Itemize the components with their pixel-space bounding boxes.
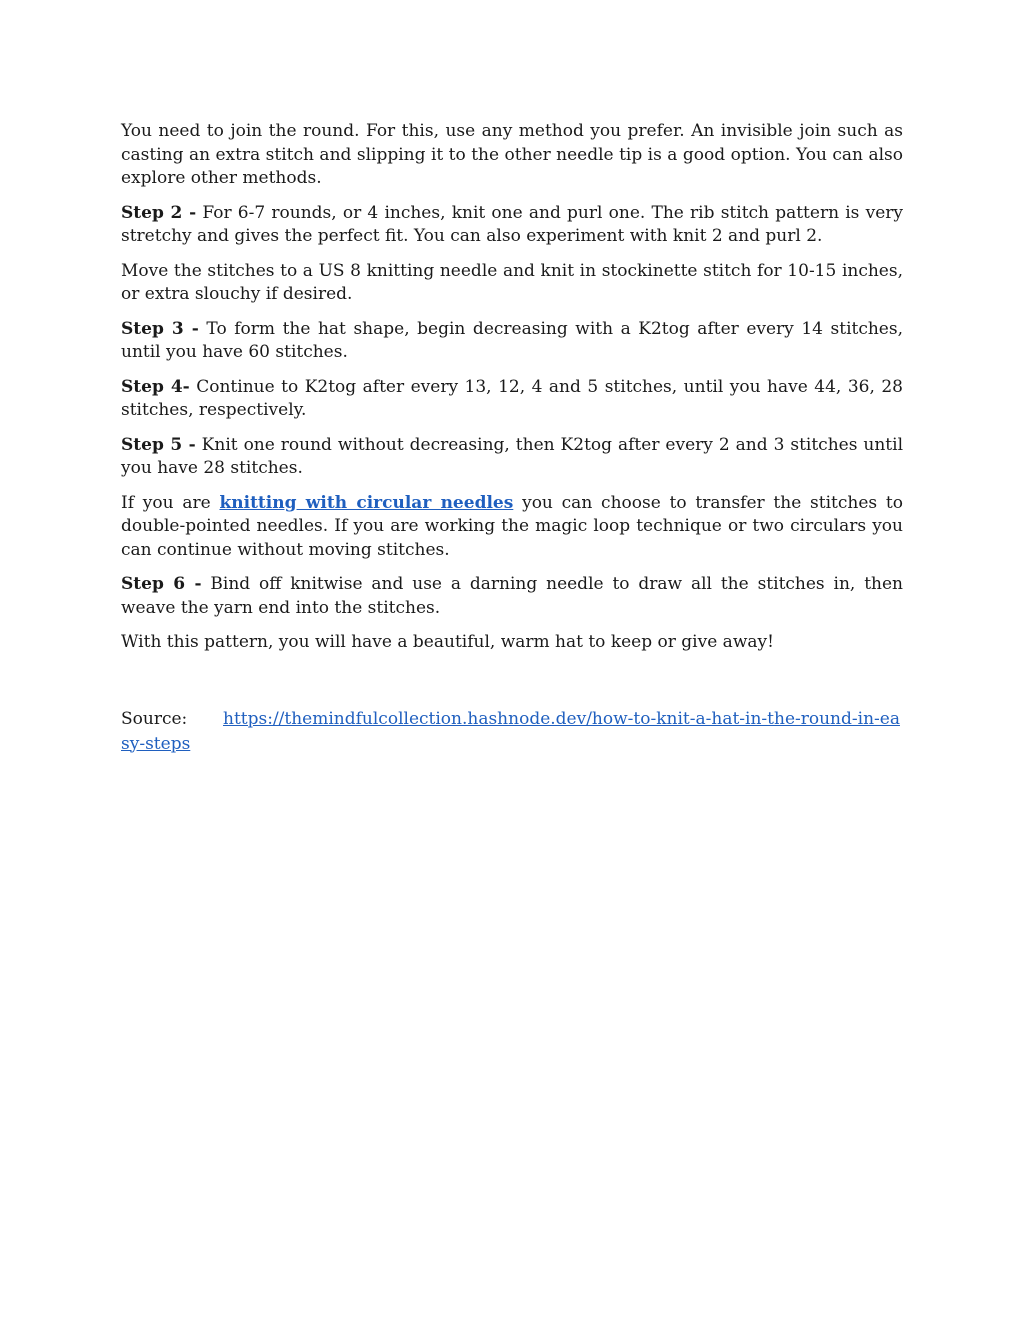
document-body bbox=[121, 120, 903, 757]
step-5-text: Knit one round without decreasing, then K2tog after every 2 and 3 stitches until you have 28 stitches. bbox=[121, 434, 904, 478]
circular-needles-rest: you can choose to transfer the stitches to double-pointed needles. If you are working the magic loop technique or two circulars you can continue without moving stitches. bbox=[121, 492, 903, 560]
step-2-label: Step 2 - bbox=[121, 202, 197, 223]
paragraph-join-round: You need to join the round. For this, use any method you prefer. An invisible join such as casting an extra stitch and slipping it to the other needle tip is a good option. You can also explore other methods. bbox=[121, 121, 903, 188]
step-5-label: Step 5 - bbox=[121, 434, 196, 455]
paragraph-circular-needles bbox=[121, 492, 903, 563]
step-3-label: Step 3 - bbox=[121, 318, 199, 339]
source-url-link[interactable]: https://themindfulcollection.hashnode.dev/how-to-knit-a-hat-in-the-round-in-easy-steps bbox=[121, 708, 900, 754]
source-line bbox=[121, 707, 903, 757]
paragraph-move-stitches: Move the stitches to a US 8 knitting needle and knit in stockinette stitch for 10-15 inches, or extra slouchy if desired. bbox=[121, 260, 903, 304]
paragraph-step-2 bbox=[121, 202, 903, 249]
paragraph-step-3 bbox=[121, 318, 903, 365]
step-4-text: Continue to K2tog after every 13, 12, 4 and 5 stitches, until you have 44, 36, 28 stitches, respectively. bbox=[121, 376, 903, 420]
step-6-text: Bind off knitwise and use a darning needle to draw all the stitches in, then weave the yarn end into the stitches. bbox=[121, 574, 903, 618]
paragraph-step-6 bbox=[121, 573, 903, 620]
step-3-text: To form the hat shape, begin decreasing with a K2tog after every 14 stitches, until you have 60 stitches. bbox=[121, 318, 904, 362]
source-label: Source: bbox=[121, 708, 188, 729]
step-2-text: For 6-7 rounds, or 4 inches, knit one and purl one. The rib stitch pattern is very stretchy and gives the perfect fit. You can also experiment with knit 2 and purl 2. bbox=[121, 202, 903, 246]
step-6-label: Step 6 - bbox=[121, 574, 202, 594]
circular-needles-link[interactable]: knitting with circular needles bbox=[219, 492, 514, 513]
paragraph-closing: With this pattern, you will have a beautiful, warm hat to keep or give away! bbox=[121, 632, 774, 652]
paragraph-step-4 bbox=[121, 376, 903, 423]
paragraph-step-5 bbox=[121, 434, 903, 481]
step-4-label: Step 4- bbox=[121, 376, 190, 397]
circular-needles-intro: If you are bbox=[121, 492, 220, 513]
